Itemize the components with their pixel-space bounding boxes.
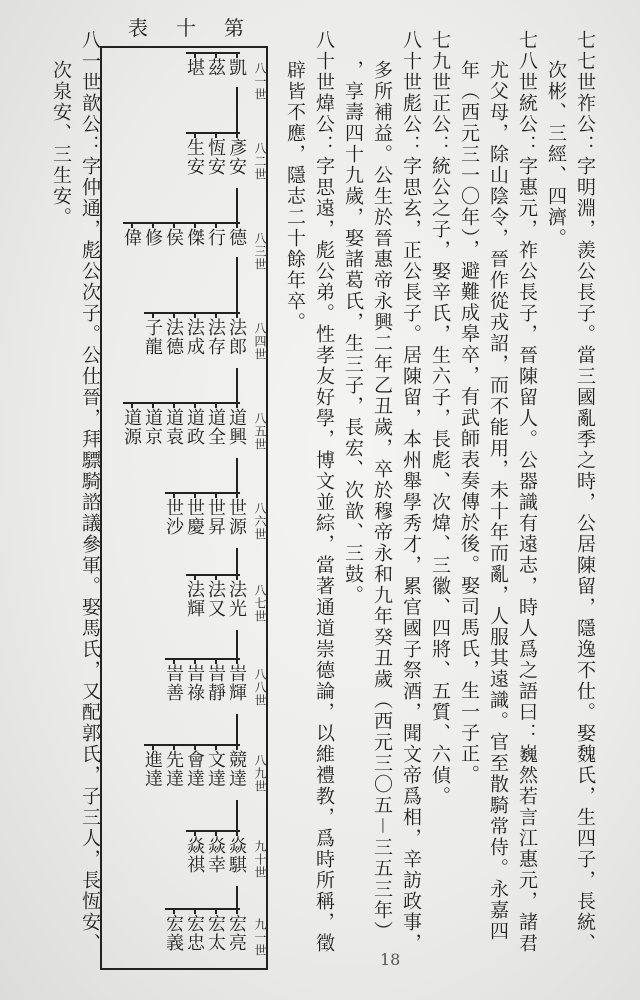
- person-name: 茲: [205, 58, 226, 77]
- generation-label: 八三世: [253, 232, 267, 271]
- person-name: 道京: [142, 408, 163, 446]
- descent-line: [236, 257, 238, 312]
- descent-line: [236, 188, 238, 222]
- generation-label: 八八世: [253, 668, 267, 707]
- person-name: 宏義: [163, 914, 184, 952]
- text-column: 七九世正公：統公之子，娶辛氏，生六子，長彪、次煒、三徽、四將、五質、六偵。: [429, 30, 451, 807]
- person-name: 世源: [226, 498, 247, 536]
- descent-line: [236, 886, 238, 908]
- person-name: 進達: [142, 750, 163, 788]
- person-name: 恆安: [205, 138, 226, 176]
- sibling-bracket: [165, 492, 240, 494]
- descent-line: [236, 458, 238, 492]
- generation-label: 九十世: [253, 840, 267, 879]
- person-name: 子龍: [142, 318, 163, 356]
- generation-label: 八六世: [253, 502, 267, 541]
- person-name: 競達: [226, 750, 247, 788]
- text-column: 多所補益。公生於晉惠帝永興二年乙丑歲，卒於穆帝永和九年癸丑歲（西元三〇五－三五三年）: [371, 60, 393, 943]
- sibling-bracket: [123, 222, 240, 224]
- person-name: 堪: [184, 58, 205, 77]
- generation-label: 八一世: [253, 62, 267, 101]
- person-name: 偉: [121, 228, 142, 247]
- generation-label: 八九世: [253, 754, 267, 793]
- person-name: 德: [226, 228, 247, 247]
- person-name: 道袁: [163, 408, 184, 446]
- person-name: 法又: [205, 580, 226, 618]
- text-column: 次泉安、三生安。: [50, 60, 72, 228]
- descent-line: [236, 714, 238, 744]
- person-name: 焱騏: [226, 836, 247, 874]
- person-name: 世昇: [205, 498, 226, 536]
- text-column: 尤父母，除山陰令，晉作從戎詔，而不能用，未十年而亂，人服其遠識。官至散騎常侍。永嘉四: [487, 60, 509, 942]
- person-name: 法成: [184, 318, 205, 356]
- person-name: 道政: [184, 408, 205, 446]
- text-column: ，享壽四十九歲，娶諸葛氏，生三子，長宏、次歆、三鼓。: [342, 60, 364, 606]
- person-name: 焱祺: [184, 836, 205, 874]
- person-name: 彥安: [226, 138, 247, 176]
- sibling-bracket: [144, 744, 240, 746]
- person-name: 世慶: [184, 498, 205, 536]
- generation-label: 九一世: [253, 918, 267, 957]
- person-name: 行: [205, 228, 226, 247]
- person-name: 傑: [184, 228, 205, 247]
- person-name: 世沙: [163, 498, 184, 536]
- person-name: 先達: [163, 750, 184, 788]
- generation-label: 八五世: [253, 412, 267, 451]
- sibling-bracket: [165, 908, 240, 910]
- chart-title: 表十第: [128, 16, 272, 40]
- text-column: 七七世祚公：字明淵，羨公長子。當三國亂季之時，公居陳留，隱逸不仕。娶魏氏，生四子，長統、: [574, 30, 596, 954]
- text-column: 年（西元三一〇年），避難成皋卒，有武師表奏傳於後。娶司馬氏，生一子正。: [458, 60, 480, 786]
- descent-line: [236, 800, 238, 830]
- person-name: 法存: [205, 318, 226, 356]
- person-name: 峕祿: [184, 664, 205, 702]
- person-name: 修: [142, 228, 163, 247]
- descent-line: [236, 87, 238, 132]
- text-column: 次彬、三經、四濟。: [545, 60, 567, 249]
- person-name: 文達: [205, 750, 226, 788]
- person-name: 生安: [184, 138, 205, 176]
- generation-label: 八七世: [253, 584, 267, 623]
- person-name: 峕善: [163, 664, 184, 702]
- descent-line: [236, 630, 238, 658]
- descent-line: [236, 548, 238, 574]
- descent-line: [236, 368, 238, 402]
- page-number: 18: [380, 950, 401, 969]
- person-name: 宏太: [205, 914, 226, 952]
- generation-label: 八二世: [253, 142, 267, 181]
- person-name: 侯: [163, 228, 184, 247]
- person-name: 法光: [226, 580, 247, 618]
- person-name: 道源: [121, 408, 142, 446]
- sibling-bracket: [165, 658, 240, 660]
- person-name: 凱: [226, 58, 247, 77]
- text-column: 八十世彪公：字思玄，正公長子。居陳留，本州舉學秀才，累官國子祭酒，聞文帝爲相，辛訪政事，: [400, 30, 422, 954]
- text-column: 八十世煒公：字思遠，彪公弟。性孝友好學，博文並綜，當著通道崇德論，以維禮教，爲時所稱，徵: [313, 30, 335, 954]
- text-column: 七八世統公：字惠元，祚公長子，晉陳留人。公器識有遠志，時人爲之語曰：巍然若言江惠元，諸君: [516, 30, 538, 954]
- sibling-bracket: [144, 312, 240, 314]
- text-column: 辟皆不應，隱志二十餘年卒。: [284, 60, 306, 333]
- person-name: 法郎: [226, 318, 247, 356]
- person-name: 宏亮: [226, 914, 247, 952]
- text-column: 八一世歆公：字仲通，彪公次子。公仕晉，拜驃騎諮議參軍。娶馬氏，又配郭氏，子三人，長恆安、: [79, 30, 101, 954]
- person-name: 峕靜: [205, 664, 226, 702]
- person-name: 道全: [205, 408, 226, 446]
- person-name: 宏忠: [184, 914, 205, 952]
- person-name: 焱幸: [205, 836, 226, 874]
- person-name: 法德: [163, 318, 184, 356]
- person-name: 峕輝: [226, 664, 247, 702]
- person-name: 會達: [184, 750, 205, 788]
- person-name: 法輝: [184, 580, 205, 618]
- sibling-bracket: [123, 402, 240, 404]
- person-name: 道興: [226, 408, 247, 446]
- generation-label: 八四世: [253, 322, 267, 361]
